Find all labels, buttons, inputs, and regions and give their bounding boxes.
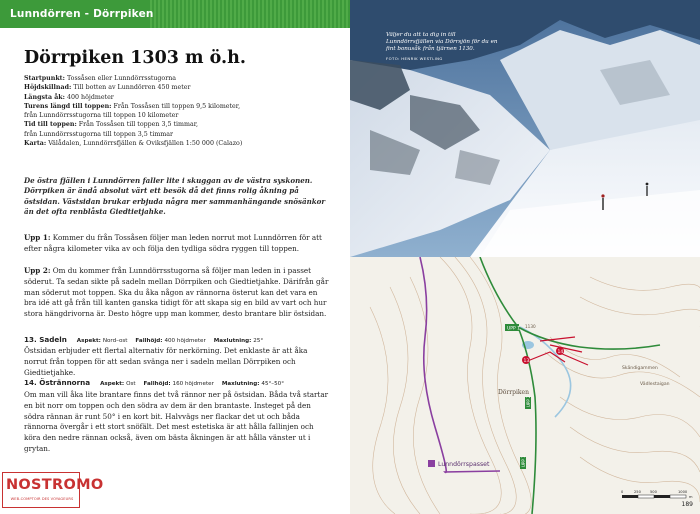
section14-number: 14. Östrännorna (24, 378, 91, 387)
section14-fall-label: Fallhöjd: (143, 381, 171, 387)
route-label-upp1: UPP 1 (507, 326, 521, 332)
fact-label: Höjdskillnad: (24, 84, 72, 92)
fact-label: Tid till toppen: (24, 121, 77, 129)
fact-value: Välådalen, Lunndörrsfjällen & Oviksfjällen 1:50 000 (Calazo) (48, 140, 243, 148)
intro-paragraph: De östra fjällen i Lunndörren faller lite i skuggan av de västra syskonen. Dörrpiken är ändå absolut värt ett besök då det finns rolig åkning på östsidan. Västsidan brukar erbjuda några mer sammanhängande snösänkor än det ofta renblåsta Giedtietjahke. (24, 176, 326, 217)
section13-aspect-label: Aspekt: (76, 338, 101, 344)
section13-header (24, 335, 334, 346)
upp1-label: Upp 1: (24, 233, 51, 242)
fact-line (24, 130, 334, 139)
upp2-paragraph (24, 266, 329, 320)
fact-value: Från Tossåsen till toppen 3,5 timmar, (78, 121, 199, 129)
section13-slope: 25° (253, 338, 264, 344)
topographic-map (350, 257, 700, 514)
section14-slope: 45°–50° (261, 381, 285, 387)
header-stripes (150, 0, 350, 28)
facts-block (24, 74, 334, 148)
chapter-title: Lunndörren - Dörrpiken (10, 8, 154, 20)
fact-label: Längsta åk: (24, 93, 65, 101)
nostromo-logo[interactable] (2, 472, 104, 508)
place-dorrpiken: Dörrpiken (498, 389, 529, 396)
spot-height: 1130 (525, 324, 536, 329)
section14-aspect: Ost (126, 381, 136, 387)
section13-aspect: Nord–ost (102, 338, 128, 344)
page-number: 189 (681, 501, 693, 508)
place-pass: Lunndörrspasset (438, 461, 490, 468)
photo-caption-text: Väljer du att ta dig in till Lunndörrsfjällen via Dörrsjön för du en fint bonusåk från tjärnen 1130. (386, 32, 498, 53)
section13-fall: 400 höjdmeter (164, 338, 206, 344)
scale-unit: m (689, 495, 693, 499)
logo-name: NOSTROMO (6, 477, 104, 493)
route-label-upp1b: UPP 1 (521, 455, 526, 467)
upp2-text: Om du kommer från Lunndörrsstugorna så följer man leden in i passet söderut. Ta sedan sikte på sadeln mellan Dörrpiken och Giedtietjahke. Därifrån går man söderut mot toppen. Ska du åka någon av rännorna österut kan det vara en bra idé att gå från till kanten ganska tidigt för att skapa sig en bild av vart och hur stora hängdrivorna är. Desto högre upp man kommer, desto brantare blir östsidan. (24, 266, 329, 319)
section14-fall: 160 höjdmeter (172, 381, 214, 387)
logo-tagline: WEB-COMPTOIR DES VOYAGEURS (10, 497, 74, 501)
ski-point-13-label: 13 (523, 359, 530, 364)
fact-value: Till botten av Lunndörren 450 meter (73, 84, 191, 92)
fact-line (24, 120, 334, 129)
upp1-paragraph (24, 233, 329, 255)
fact-label: Karta: (24, 140, 47, 148)
section13-text: Östsidan erbjuder ett flertal alternativ för nerkörning. Det enklaste är att åka norrut från toppen för att sedan svänga ner i sadeln mellan Dörrpiken och Giedtietjahke. (24, 346, 308, 377)
ski-point-14-label: 14 (557, 350, 564, 355)
place-east: Skändigammen (622, 366, 658, 371)
fact-line (24, 74, 334, 83)
map-canvas (350, 257, 700, 514)
section14-slope-label: Maxlutning: (221, 381, 260, 387)
fact-value: 400 höjdmeter (67, 93, 114, 101)
section14-aspect-label: Aspekt: (100, 381, 125, 387)
fact-label: Turens längd till toppen: (24, 102, 112, 110)
place-valley: Vädlestaigan (640, 382, 670, 387)
section13-slope-label: Maxlutning: (213, 338, 252, 344)
route-label-upp2: UPP 2 (526, 395, 531, 407)
fact-label: Startpunkt: (24, 75, 65, 82)
fact-line (24, 93, 334, 102)
section14-header (24, 378, 334, 389)
fact-line (24, 102, 334, 111)
photo-credit: FOTO: HENRIK WESTLING (386, 55, 443, 61)
scale-0: 0 (621, 490, 624, 494)
upp1-text: Kommer du från Tossåsen följer man leden norrut mot Lunndörren för att efter några kilometer vika av och följa den tydliga södra ryggen till toppen. (24, 233, 322, 253)
scale-1000: 1000 (678, 490, 688, 494)
scale-500: 500 (650, 490, 657, 494)
fact-value: Från Tossåsen till toppen 9,5 kilometer, (113, 102, 241, 110)
fact-line (24, 83, 334, 92)
fact-value: från Lunndörrsstugorna till toppen 3,5 timmar (24, 130, 174, 138)
photo-caption (386, 32, 504, 62)
pass-marker (428, 460, 435, 467)
fact-value: Tossåsen eller Lunndörrsstugorna (66, 75, 177, 82)
section13-number: 13. Sadeln (24, 335, 67, 344)
chapter-header-band (0, 0, 350, 28)
section13-fall-label: Fallhöjd: (135, 338, 163, 344)
fact-line (24, 111, 334, 120)
fact-line (24, 139, 334, 148)
scale-250: 250 (634, 490, 641, 494)
section14-text: Om man vill åka lite brantare finns det två rännor ner på östsidan. Båda två startar en bit norr om toppen och den södra av dem är den brantaste. Insteget på den södra rännan är runt 50° i en kort bit. Halvvägs ner flackar det ut och båda rännorna övergår i ett stort snöfält. Det mest estetiska är att hålla fallinjen och köra den nedre rännan också, även om bästa åkningen är att hålla vänster ut i grytan. (24, 390, 329, 453)
page-title: Dörrpiken 1303 m ö.h. (24, 48, 246, 68)
fact-value: från Lunndörrsstugorna till toppen 10 kilometer (24, 112, 179, 120)
upp2-label: Upp 2: (24, 266, 51, 275)
